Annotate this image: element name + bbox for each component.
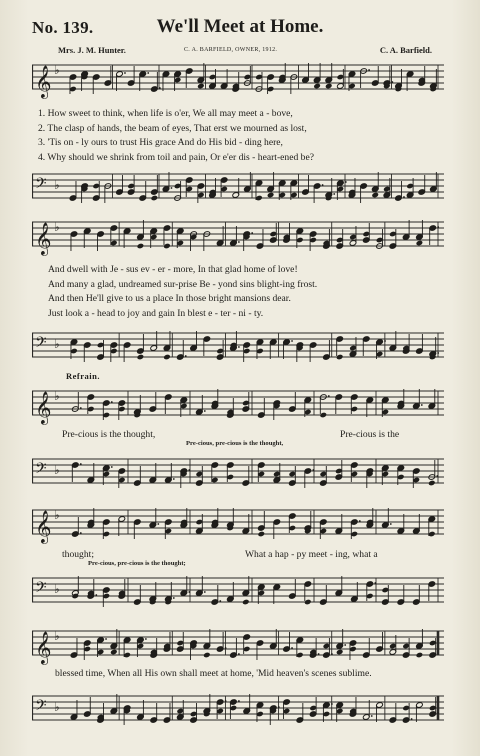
staff-system-4-bass <box>32 570 444 616</box>
composer-credit: C. A. Barfield. <box>379 45 432 55</box>
flat-key-signature-icon: ♭ <box>54 178 60 192</box>
treble-clef-icon: 𝄞 <box>35 631 52 664</box>
verse-2-line-b: And many a glad, undreamed sur-prise Be - yond sins blight-ing frost. <box>48 278 318 290</box>
verse-lines-part2 <box>48 263 317 321</box>
staff-system-2-bass <box>32 325 444 371</box>
flat-key-signature-icon: ♭ <box>54 463 60 477</box>
verse-lines-part1 <box>38 107 314 165</box>
copyright-notice: C. A. BARFIELD, OWNER, 1912. <box>184 47 278 53</box>
flat-key-signature-icon: ♭ <box>54 508 60 522</box>
refrain-label: Refrain. <box>66 371 100 381</box>
staff-system-2-treble <box>32 214 444 260</box>
refrain-line1-soprano-b: Pre-cious is the <box>340 429 400 440</box>
hymn-title: We'll Meet at Home. <box>156 16 324 37</box>
staff-system-4-treble <box>32 502 444 548</box>
flat-key-signature-icon: ♭ <box>54 582 60 596</box>
flat-key-signature-icon: ♭ <box>54 629 60 643</box>
verse-3-line-a: 3. 'Tis on - ly ours to trust His grace And do His bid - ding here, <box>38 137 283 148</box>
hymn-number: No. 139. <box>32 18 94 37</box>
refrain-line2-soprano-b: What a hap - py meet - ing, what a <box>245 549 378 560</box>
lyricist-credit: Mrs. J. M. Hunter. <box>58 45 126 55</box>
verse-4-line-a: 4. Why should we shrink from toil and pain, Or e'er dis - heart-ened be? <box>38 151 314 163</box>
bass-clef-icon: 𝄢 <box>35 579 47 600</box>
staff-system-5-treble <box>32 623 444 669</box>
verse-4-line-b: Just look a - head to joy and gain In blest e - ter - ni - ty. <box>48 307 264 319</box>
refrain-line1-bass: Pre-cious, pre-cious is the thought, <box>186 440 284 447</box>
refrain-line3: blessed time, When all His own shall meet at home, 'Mid heaven's scenes sublime. <box>55 668 372 679</box>
staff-system-5-bass <box>32 688 444 734</box>
verse-2-line-a: 2. The clasp of hands, the beam of eyes, That erst we mourned as lost, <box>38 122 307 134</box>
verse-1-line-a: 1. How sweet to think, when life is o'er, We all may meet a - bove, <box>38 108 293 119</box>
bass-clef-icon: 𝄢 <box>35 460 47 481</box>
staff-system-3-bass <box>32 451 444 497</box>
flat-key-signature-icon: ♭ <box>54 63 60 77</box>
bass-clef-icon: 𝄢 <box>35 334 47 355</box>
flat-key-signature-icon: ♭ <box>54 700 60 714</box>
bass-clef-icon: 𝄢 <box>35 697 47 718</box>
treble-clef-icon: 𝄞 <box>35 65 52 98</box>
flat-key-signature-icon: ♭ <box>54 389 60 403</box>
bass-clef-icon: 𝄢 <box>35 175 47 196</box>
refrain-line1-soprano: Pre-cious is the thought, <box>62 429 156 440</box>
treble-clef-icon: 𝄞 <box>35 222 52 255</box>
flat-key-signature-icon: ♭ <box>54 220 60 234</box>
staff-system-3-treble <box>32 383 444 429</box>
verse-3-line-b: And then He'll give to us a place In those bright mansions dear. <box>48 293 291 304</box>
verse-1-line-b: And dwell with Je - sus ev - er - more, In that glad home of love! <box>48 264 298 275</box>
treble-clef-icon: 𝄞 <box>35 510 52 543</box>
treble-clef-icon: 𝄞 <box>35 391 52 424</box>
flat-key-signature-icon: ♭ <box>54 337 60 351</box>
refrain-line2-soprano: thought; <box>62 549 94 560</box>
staff-system-1-bass <box>32 166 444 212</box>
staff-system-1-treble <box>32 57 444 103</box>
refrain-line2-bass: Pre-cious, pre-cious is the thought; <box>88 560 186 567</box>
